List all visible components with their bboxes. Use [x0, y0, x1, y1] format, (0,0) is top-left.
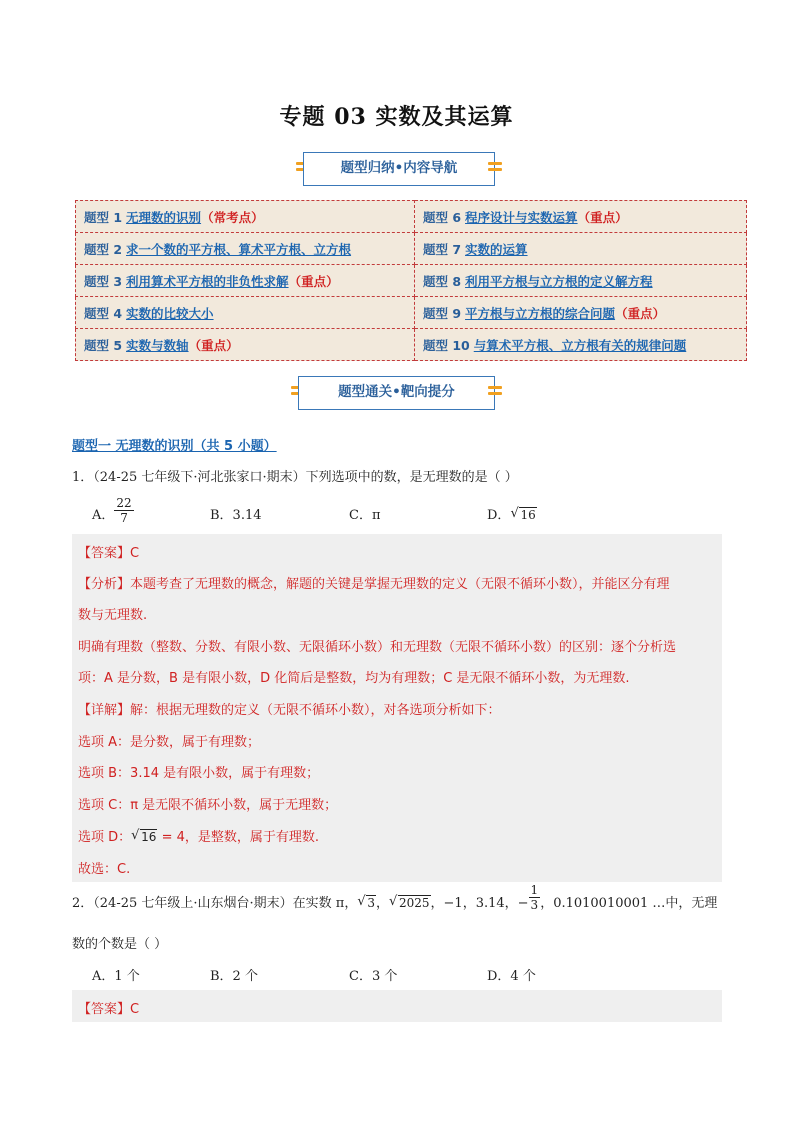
nav-link[interactable]: 实数的运算 [465, 241, 528, 257]
q2-prefix: 2．（24-25 七年级上·山东烟台·期末）在实数 π， [72, 896, 358, 911]
question-1-stem: 1．（24-25 七年级下·河北张家口·期末）下列选项中的数，是无理数的是（ ） [72, 470, 518, 485]
practice-banner-label: 题型通关•靶向提分 [298, 376, 495, 410]
nav-num: 题型 7 [423, 241, 462, 257]
nav-tag: （重点） [188, 337, 239, 353]
q2-radical-2: √ 2025 [398, 895, 431, 910]
analysis-line: 【分析】本题考查了无理数的概念，解题的关键是掌握无理数的定义（无限不循环小数），并能区分有理 [78, 577, 670, 592]
frac-denominator: 7 [120, 511, 128, 525]
q2-fraction [529, 883, 541, 912]
nav-cell[interactable] [415, 329, 747, 361]
q2-suffix: ，0.1010010001 …中，无理 [540, 896, 718, 911]
detail-option-b: 选项 B：3.14 是有限小数，属于有理数； [78, 766, 320, 781]
nav-banner [296, 152, 502, 186]
nav-num: 题型 1 [84, 209, 123, 225]
nav-cell[interactable] [415, 297, 747, 329]
option-b: B．2 个 [210, 969, 258, 984]
nav-tag: （重点） [577, 209, 628, 225]
nav-cell[interactable] [76, 265, 415, 297]
nav-cell[interactable] [76, 233, 415, 265]
practice-banner [291, 376, 502, 410]
nav-link[interactable]: 程序设计与实数运算 [465, 209, 578, 225]
banner-right-ornament-icon [488, 162, 502, 173]
nav-link[interactable]: 无理数的识别 [126, 209, 202, 225]
detail-d-suffix: = 4，是整数，属于有理数. [157, 830, 319, 845]
nav-tag: （重点） [615, 305, 666, 321]
option-d: D．4 个 [487, 969, 536, 984]
section-heading: 题型一 无理数的识别（共 5 小题） [72, 439, 277, 454]
detail-option-a: 选项 A：是分数，属于有理数； [78, 735, 261, 750]
nav-row [76, 201, 747, 233]
nav-num: 题型 6 [423, 209, 462, 225]
option-b: B．3.14 [210, 508, 262, 523]
option-a-fraction [114, 496, 133, 525]
frac-numerator: 22 [116, 496, 132, 510]
detail-d-prefix: 选项 D： [78, 830, 132, 845]
question-2-options [92, 965, 692, 985]
nav-cell[interactable] [76, 201, 415, 233]
option-a [92, 496, 134, 525]
q2-radical-1: √ 3 [366, 895, 376, 910]
option-a: A．1 个 [92, 969, 140, 984]
nav-num: 题型 3 [84, 273, 123, 289]
option-a-label: A． [92, 508, 115, 523]
option-c [349, 504, 381, 523]
frac-denominator: 3 [530, 898, 539, 912]
nav-cell[interactable] [415, 201, 747, 233]
nav-tag: （常考点） [201, 209, 264, 225]
question-2-stem-line2: 数的个数是（ ） [72, 937, 168, 952]
nav-num: 题型 4 [84, 305, 123, 321]
detail-option-d [78, 826, 319, 845]
nav-link[interactable]: 利用算术平方根的非负性求解 [126, 273, 289, 289]
option-c-label: C． [349, 508, 372, 523]
question-2-stem [72, 883, 732, 912]
nav-row [76, 329, 747, 361]
option-d-radical: √ 16 [519, 507, 536, 522]
analysis-line: 数与无理数. [78, 608, 148, 623]
nav-num: 题型 2 [84, 241, 123, 257]
option-c-value: π [371, 508, 381, 523]
analysis-line: 项：A 是分数，B 是有限小数，D 化简后是整数，均为有理数；C 是无限不循环小数，为无理数. [78, 671, 630, 686]
detail-d-radical: √ 16 [140, 829, 157, 844]
nav-banner-label: 题型归纳•内容导航 [303, 152, 495, 186]
answer-line: 【答案】C [78, 1002, 140, 1017]
nav-row [76, 233, 747, 265]
nav-tag: （重点） [288, 273, 339, 289]
q2-middle: ，−1，3.14，− [430, 896, 529, 911]
nav-cell[interactable] [76, 329, 415, 361]
option-d [487, 504, 537, 523]
detail-line: 【详解】解：根据无理数的定义（无限不循环小数），对各选项分析如下： [78, 703, 501, 718]
analysis-line: 明确有理数（整数、分数、有限小数、无限循环小数）和无理数（无限不循环小数）的区别：逐个分析选 [78, 640, 677, 655]
choice-line: 故选：C. [78, 862, 131, 877]
answer-box-1 [72, 534, 722, 882]
q2-separator: ， [375, 896, 389, 911]
nav-num: 题型 9 [423, 305, 462, 321]
page-title: 专题 03 实数及其运算 [279, 104, 514, 130]
frac-numerator: 1 [530, 883, 539, 897]
nav-num: 题型 10 [423, 337, 470, 353]
answer-box-2 [72, 990, 722, 1022]
topic-nav-table [75, 200, 747, 361]
question-1-options [92, 494, 692, 530]
nav-link[interactable]: 与算术平方根、立方根有关的规律问题 [473, 337, 687, 353]
answer-line: 【答案】C [78, 546, 140, 561]
nav-num: 题型 8 [423, 273, 462, 289]
nav-row [76, 265, 747, 297]
nav-num: 题型 5 [84, 337, 123, 353]
nav-cell[interactable] [415, 233, 747, 265]
option-d-label: D． [487, 508, 511, 523]
nav-row [76, 297, 747, 329]
nav-cell[interactable] [415, 265, 747, 297]
nav-link[interactable]: 实数与数轴 [126, 337, 189, 353]
nav-link[interactable]: 求一个数的平方根、算术平方根、立方根 [126, 241, 352, 257]
nav-link[interactable]: 利用平方根与立方根的定义解方程 [465, 273, 653, 289]
nav-link[interactable]: 平方根与立方根的综合问题 [465, 305, 616, 321]
detail-option-c: 选项 C：π 是无限不循环小数，属于无理数； [78, 798, 338, 813]
nav-link[interactable]: 实数的比较大小 [126, 305, 214, 321]
banner-right-ornament-icon [488, 386, 502, 397]
nav-cell[interactable] [76, 297, 415, 329]
option-c: C．3 个 [349, 969, 398, 984]
